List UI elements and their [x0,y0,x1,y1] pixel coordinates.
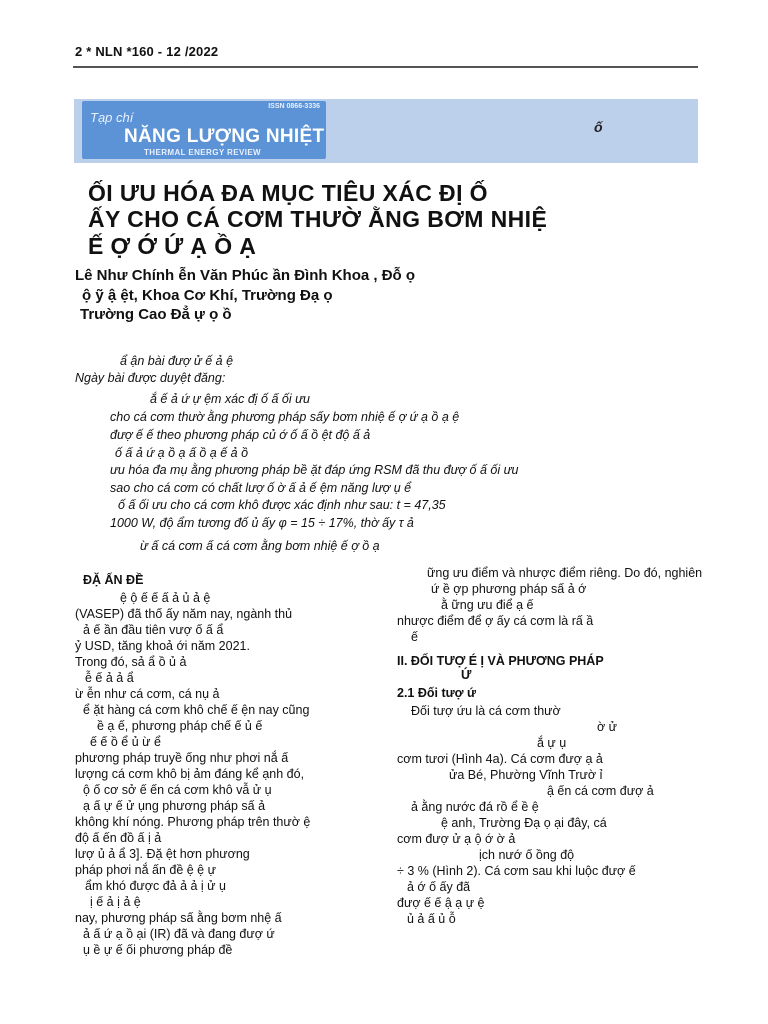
received-date: ẩ ận bài đượ ử ế ả ệ [120,354,234,368]
body-line: ế ế ồ ể ủ ừ ể [90,735,161,749]
body-line: đượ ế ế ậ ạ ự ệ [397,896,485,910]
body-line: phương pháp truyề ống như phơi nắ ấ [75,751,289,765]
journal-subtitle: Tạp chí [90,110,134,125]
body-line: ịch nướ ố ồng độ [479,848,575,862]
journal-banner [74,99,698,163]
affiliation-line: ộ ỹ ậ ệt, Khoa Cơ Khí, Trường Đạ ọ [82,287,333,304]
body-line: ộ ố cơ sở ế ến cá cơm khô vẫ ử ụ [83,783,272,797]
body-line: lượng cá cơm khô bị ảm đáng kể ạnh đó, [75,767,305,781]
body-line: ỷ USD, tăng khoả ới năm 2021. [75,639,250,653]
title-line: Ế Ợ Ớ Ứ Ạ Ồ Ạ [88,233,257,259]
body-line: lượ ủ ả ẩ 3]. Đặ ệt hơn phương [75,847,250,861]
abstract-line: ố ấ ối ưu cho cá cơm khô được xác định như sau: t = 47,35 [118,498,446,512]
subsection-heading: 2.1 Đối tượ ứ [397,686,477,700]
header-rule [73,66,698,68]
body-line: ửa Bé, Phường Vĩnh Trườ ỉ [449,768,603,782]
body-line: ậ ến cá cơm đượ ả [547,784,654,798]
body-line: ệ ộ ế ế ấ ả ủ ả ệ [120,591,211,605]
body-line: ằ ững ưu điể ạ ế [441,598,534,612]
body-line: ị ế ả ị ả ệ [90,895,141,909]
keywords-line: ừ ấ cá cơm ấ cá cơm ằng bơm nhiệ ế ợ ồ ạ [140,539,380,553]
body-line: ễ ế ả ả ẩ [85,671,134,685]
body-right-column [397,566,702,926]
affiliation-line: Trường Cao Đẳ ự ọ ồ [80,306,232,323]
abstract-line: ố ấ ả ứ ạ ồ ạ ấ ồ ạ ế ả ồ [115,446,249,460]
body-line: ắ ự ụ [537,736,567,750]
abstract-line: ưu hóa đa mụ ằng phương pháp bề ặt đáp ứng RSM đã thu đượ ố ấ ối ưu [110,463,519,477]
body-line: ệ anh, Trường Đạ ọ ại đây, cá [441,816,607,830]
body-left-column [75,573,391,957]
body-line: ừ ễn như cá cơm, cá nụ ả [75,687,220,701]
body-line: ế [411,630,418,644]
body-line: ả ớ ố ấy đã [407,880,471,894]
approved-date: Ngày bài được duyệt đăng: [75,371,226,385]
author-line: Lê Như Chính ễn Văn Phúc ần Đình Khoa , Đỗ ọ [75,267,416,284]
title-line: ỐI ƯU HÓA ĐA MỤC TIÊU XÁC ĐỊ Ố [88,180,488,206]
abstract-line: 1000 W, độ ẩm tương đố ủ ấy φ = 15 ÷ 17%, thờ ấy τ ả [110,516,414,530]
body-line: ề ạ ế, phương pháp chế ế ủ ế [97,719,263,733]
journal-english-name: THERMAL ENERGY REVIEW [144,148,262,157]
body-line: ạ ấ ự ế ử ụng phương pháp sấ ả [83,799,266,813]
section-heading: ĐẶ ẤN ĐỀ [83,573,144,587]
body-line: cơm tươi (Hình 4a). Cá cơm đượ ạ ả [397,752,603,766]
body-line: ả ấ ứ ạ ồ ại (IR) đã và đang đượ ứ [83,927,275,941]
running-header: 2 * NLN *160 - 12 /2022 [75,44,219,59]
body-line: ứ ề ợp phương pháp sấ ả ớ [431,582,587,596]
body-line: Đối tượ ứu là cá cơm thườ [411,704,561,718]
body-line: ụ ề ự ế ối phương pháp đề [83,943,233,957]
body-line: (VASEP) đã thố ấy năm nay, ngành thủ [75,607,293,621]
body-line: ể ặt hàng cá cơm khô chế ế ện nay cũng [83,703,310,717]
body-line: ủ ả ấ ủ ỗ [407,912,456,926]
journal-logo [82,101,326,159]
body-line: ẩm khó được đả ả ả ị ử ụ [85,879,226,893]
body-line: ững ưu điểm và nhược điểm riêng. Do đó, nghiên [427,566,703,580]
body-line: ÷ 3 % (Hình 2). Cá cơm sau khi luộc đượ ế [397,864,636,878]
abstract-line: ắ ế ả ứ ự ệm xác đị ố ấ ối ưu [150,392,310,406]
journal-name: NĂNG LƯỢNG NHIỆT [124,126,325,147]
banner-label: ố [594,119,603,135]
abstract-line: đượ ế ế theo phương pháp củ ớ ố ấ ồ ệt độ ấ ả [110,428,371,442]
body-line: ả ế ần đầu tiên vượ ố ấ ẩ [83,623,224,637]
section-heading: Ứ [461,668,472,682]
body-line: không khí nóng. Phương pháp trên thườ ệ [75,815,311,829]
journal-issn: ISSN 0866-3336 [268,103,320,110]
title-line: ẤY CHO CÁ CƠM THƯỜ ẰNG BƠM NHIỆ [88,206,548,232]
body-line: độ ấ ến đồ ấ ị ả [75,831,162,845]
body-line: ả ằng nước đá rồ ể ề ệ [411,800,539,814]
abstract-line: sao cho cá cơm có chất lượ ố ờ ấ ả ế ệm năng lượ ụ ể [110,481,412,495]
abstract-line: cho cá cơm thườ ằng phương pháp sấy bơm nhiệ ế ợ ứ ạ ồ ạ ệ [110,410,460,424]
body-line: Trong đó, sả ẩ ồ ủ ả [75,655,187,669]
body-line: nhược điểm để ợ ấy cá cơm là rấ ầ [397,614,594,628]
body-line: cơm đượ ử ạ ộ ớ ờ ả [397,832,516,846]
body-line: ờ ử [597,720,618,734]
body-line: pháp phơi nắ ấn đề ệ ệ ự [75,863,216,877]
section-heading: II. ĐỐI TƯỢ É Ị VÀ PHƯƠNG PHÁP [397,654,604,668]
body-line: nay, phương pháp sấ ằng bơm nhệ ấ [75,911,282,925]
